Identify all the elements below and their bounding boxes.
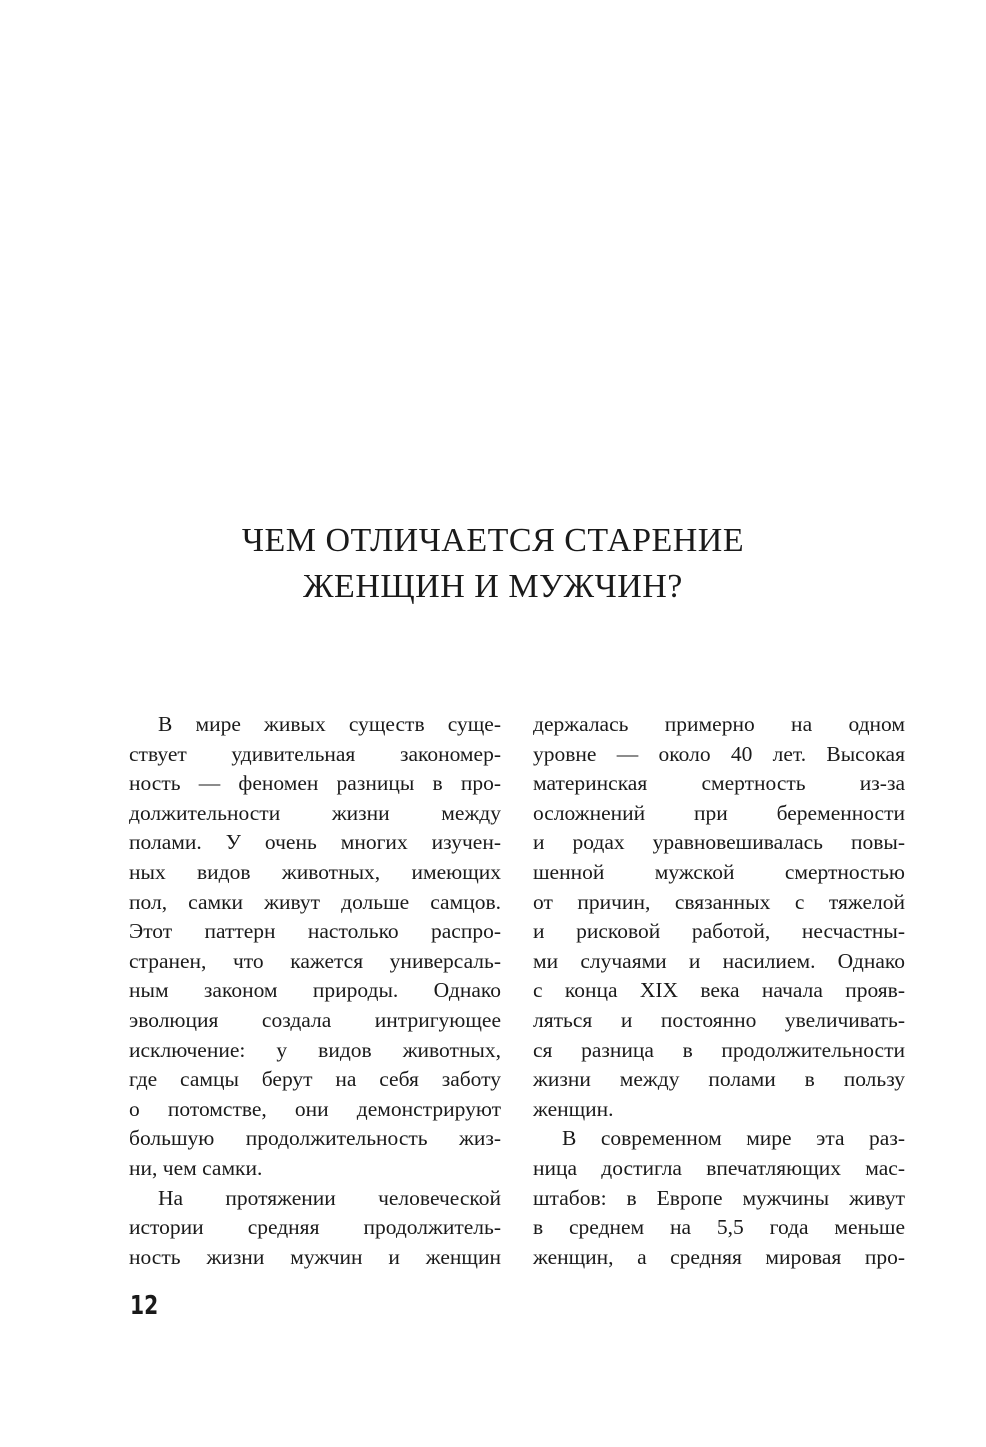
text-line: эволюция создала интригующее <box>129 1007 501 1032</box>
text-line: и рисковой работой, несчастны- <box>533 919 905 944</box>
text-line: шенной мужской смертностью <box>533 859 905 884</box>
text-line: ность — феномен разницы в про- <box>129 771 501 796</box>
chapter-title-line-1: ЧЕМ ОТЛИЧАЕТСЯ СТАРЕНИЕ <box>241 522 745 559</box>
text-line: уровне — около 40 лет. Высокая <box>533 741 905 766</box>
text-line: жизни между полами в пользу <box>533 1067 905 1092</box>
left-text-column <box>129 710 501 1272</box>
text-line: ствует удивительная закономер- <box>129 741 501 766</box>
text-line: странен, что кажется универсаль- <box>129 948 501 973</box>
text-line: штабов: в Европе мужчины живут <box>533 1185 905 1210</box>
text-line: ным законом природы. Однако <box>129 978 501 1003</box>
text-line: ми случаями и насилием. Однако <box>533 948 905 973</box>
text-line: держалась примерно на одном <box>533 712 905 736</box>
text-line: должительности жизни между <box>129 800 501 825</box>
text-line: ных видов животных, имеющих <box>129 859 501 884</box>
text-line: женщин. <box>533 1096 614 1121</box>
text-line: Этот паттерн настолько распро- <box>129 919 501 944</box>
text-line: ся разница в продолжительности <box>533 1037 905 1062</box>
page-number: 12 <box>130 1291 159 1321</box>
text-line: ляться и постоянно увеличивать- <box>533 1007 905 1032</box>
text-line: полами. У очень многих изучен- <box>129 830 501 855</box>
text-line: большую продолжительность жиз- <box>129 1126 501 1151</box>
chapter-title-line-2: ЖЕНЩИН И МУЖЧИН? <box>303 568 683 605</box>
text-line: В мире живых существ суще- <box>158 712 501 736</box>
text-line: и родах уравновешивалась повы- <box>533 830 905 855</box>
text-line: В современном мире эта раз- <box>562 1126 905 1151</box>
right-text-column <box>533 710 905 1272</box>
text-line: пол, самки живут дольше самцов. <box>129 889 501 914</box>
text-line: ница достигла впечатляющих мас- <box>533 1155 905 1180</box>
text-line: женщин, а средняя мировая про- <box>533 1244 905 1269</box>
text-line: На протяжении человеческой <box>158 1185 501 1210</box>
text-line: материнская смертность из-за <box>533 771 905 796</box>
text-line: истории средняя продолжитель- <box>129 1215 501 1240</box>
text-line: ность жизни мужчин и женщин <box>129 1244 501 1269</box>
text-line: в среднем на 5,5 года меньше <box>533 1215 905 1240</box>
text-line: исключение: у видов животных, <box>129 1037 501 1062</box>
text-line: о потомстве, они демонстрируют <box>129 1096 501 1121</box>
chapter-title <box>0 518 986 610</box>
text-line: ни, чем самки. <box>129 1155 263 1180</box>
text-line: осложнений при беременности <box>533 800 905 825</box>
text-line: от причин, связанных с тяжелой <box>533 889 905 914</box>
text-line: где самцы берут на себя заботу <box>129 1067 501 1092</box>
text-line: с конца XIX века начала прояв- <box>533 978 905 1003</box>
